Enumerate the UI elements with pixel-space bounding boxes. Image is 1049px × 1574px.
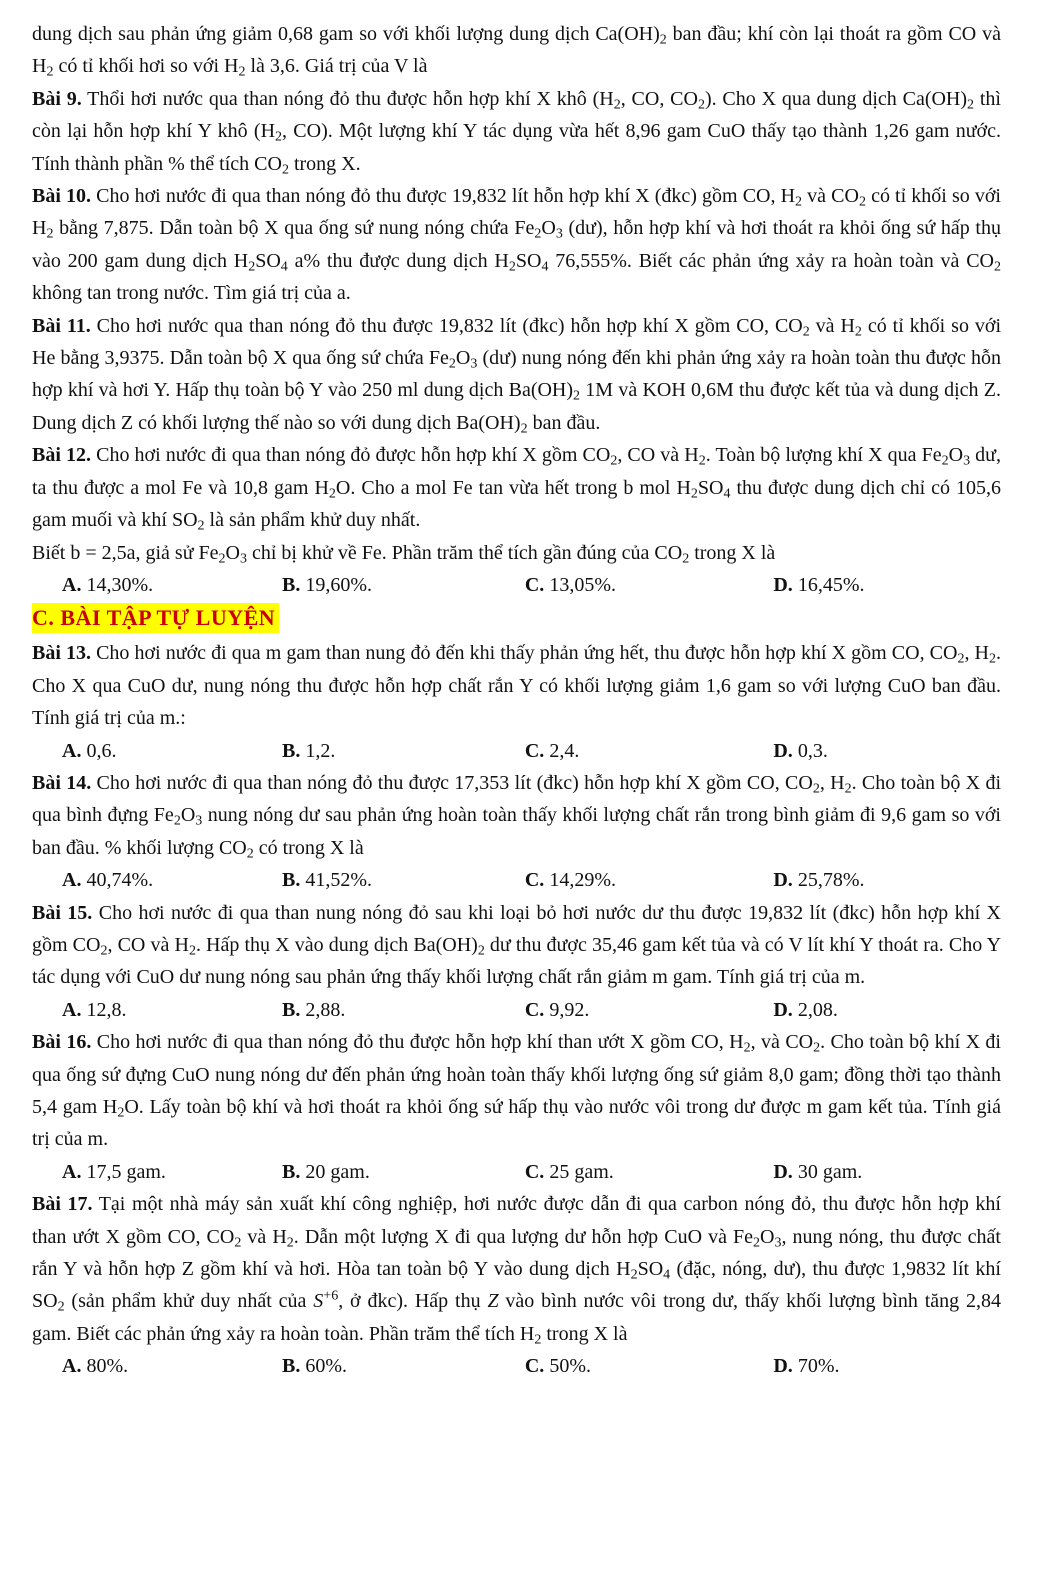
problem-10: Bài 10. Cho hơi nước đi qua than nóng đỏ thu được 19,832 lít hỗn hợp khí X (đkc) gồm CO, $H_2$ và $CO_2$ có tỉ khối so với $H_2$ bằng 7,875. Dẫn toàn bộ X qua ống sứ nung nóng chứa $Fe_2O_3$ (dư), hỗn hợp khí và hơi thoát ra khỏi ống sứ hấp thụ vào 200 gam dung dịch $H_2SO_4$ a% thu được dung dịch $H_2SO_4$ 76,555%. Biết các phản ứng xảy ra hoàn toàn và $CO_2$ không tan trong nước. Tìm giá trị của a. xyxy=(32,185,1002,305)
problem-label: Bài 11. xyxy=(32,314,91,337)
option-c: C. 50%. xyxy=(524,1355,591,1378)
problem-17: Bài 17. Tại một nhà máy sản xuất khí công nghiệp, hơi nước được dẫn đi qua carbon nóng đỏ, thu được hỗn hợp khí than ướt X gồm CO, $CO_2$ và $H_2$. Dẫn một lượng X đi qua lượng dư hỗn hợp CuO và $Fe_2O_3$, nung nóng, thu được chất rắn Y và hỗn hợp Z gồm khí và hơi. Hòa tan toàn bộ Y vào dung dịch $H_2SO_4$ (đặc, nóng, dư), thu được 1,9832 lít khí $SO_2$ (sản phẩm khử duy nhất của $S^{+6}$, ở đkc). Hấp thụ Z vào bình nước vôi trong dư, thấy khối lượng bình tăng 2,84 gam. Biết các phản ứng xảy ra hoàn toàn. Phần trăm thể tích $H_2$ trong X là xyxy=(32,1193,1002,1348)
option-d: D. 30 gam. xyxy=(773,1160,863,1183)
option-d: D. 25,78%. xyxy=(773,869,865,892)
problem-15-options xyxy=(32,994,1001,1026)
problem-9: Bài 9. Thổi hơi nước qua than nóng đỏ thu được hỗn hợp khí X khô ($H_2$, CO, $CO_2$). Cho X qua dung dịch $Ca(OH)_2$ thì còn lại hỗn hợp khí Y khô ($H_2$, CO). Một lượng khí Y tác dụng vừa hết 8,96 gam CuO thấy tạo thành 1,26 gam nước. Tính thành phần % thể tích $CO_2$ trong X. xyxy=(32,87,1001,178)
problem-label: Bài 10. xyxy=(32,185,92,208)
section-heading: C. BÀI TẬP TỰ LUYỆN xyxy=(32,603,279,633)
section-heading-wrap xyxy=(32,603,1001,633)
problem-13: Bài 13. Cho hơi nước đi qua m gam than nung đỏ đến khi thấy phản ứng hết, thu được hỗn hợp khí X gồm CO, $CO_2$, $H_2$. Cho X qua CuO dư, nung nóng thu được hỗn hợp chất rắn Y có khối lượng giảm 1,6 gam so với lượng CuO ban đầu. Tính giá trị của m.: xyxy=(32,642,1001,730)
option-b: B. 1,2. xyxy=(282,739,336,762)
option-a: A. 80%. xyxy=(62,1355,129,1378)
option-d: D. 16,45%. xyxy=(773,573,865,596)
option-a: A. 17,5 gam. xyxy=(62,1160,166,1183)
option-a: A. 40,74%. xyxy=(62,869,154,892)
option-c: C. 14,29%. xyxy=(524,869,616,892)
problem-8-continuation: dung dịch sau phản ứng giảm 0,68 gam so với khối lượng dung dịch $Ca(OH)_2$ ban đầu; khí còn lại thoát ra gồm CO và $H_2$ có tỉ khối hơi so với $H_2$ là 3,6. Giá trị của V là xyxy=(32,23,1001,80)
problem-label: Bài 16. xyxy=(32,1031,92,1054)
problem-15: Bài 15. Cho hơi nước đi qua than nung nóng đỏ sau khi loại bỏ hơi nước dư thu được 19,832 lít (đkc) hỗn hợp khí X gồm $CO_2$, CO và $H_2$. Hấp thụ X vào dung dịch $Ba(OH)_2$ dư thu được 35,46 gam kết tủa và có V lít khí Y thoát ra. Cho Y tác dụng với CuO dư nung nóng sau phản ứng thấy khối lượng chất rắn giảm m gam. Tính giá trị của m. xyxy=(32,901,1002,989)
option-a: A. 0,6. xyxy=(62,739,117,762)
option-d: D. 2,08. xyxy=(773,998,838,1021)
problem-label: Bài 12. xyxy=(32,444,91,467)
option-c: C. 2,4. xyxy=(524,739,580,762)
problem-11: Bài 11. Cho hơi nước qua than nóng đỏ thu được 19,832 lít (đkc) hỗn hợp khí X gồm CO, $CO_2$ và $H_2$ có tỉ khối so với He bằng 3,9375. Dẫn toàn bộ X qua ống sứ chứa $Fe_2O_3$ (dư) nung nóng đến khi phản ứng xảy ra hoàn toàn thu được hỗn hợp khí và hơi Y. Hấp thụ toàn bộ Y vào 250 ml dung dịch $Ba(OH)_2$ 1M và KOH 0,6M thu được kết tủa và dung dịch Z. Dung dịch Z có khối lượng thế nào so với dung dịch $Ba(OH)_2$ ban đầu. xyxy=(32,314,1001,437)
problem-12-question: Biết b = 2,5a, giả sử $Fe_2O_3$ chỉ bị khử về Fe. Phần trăm thể tích gần đúng của $CO_2$ trong X là xyxy=(32,541,776,566)
option-b: B. 41,52%. xyxy=(282,869,373,892)
problem-17-options xyxy=(32,1350,1001,1382)
problem-12-options xyxy=(32,569,1001,601)
problem-label: Bài 13. xyxy=(32,642,91,665)
option-d: D. 0,3. xyxy=(773,739,828,762)
problem-13-options xyxy=(32,735,1001,767)
problem-label: Bài 17. xyxy=(32,1193,93,1216)
problem-16-options xyxy=(32,1156,1001,1188)
problem-16: Bài 16. Cho hơi nước đi qua than nóng đỏ thu được hỗn hợp khí than ướt X gồm CO, $H_2$, và $CO_2$. Cho toàn bộ khí X đi qua ống sứ đựng CuO nung nóng dư đến phản ứng hoàn toàn thấy khối lượng ống sứ giảm 8,0 gam; đồng thời tạo thành 5,4 gam $H_2O$. Lấy toàn bộ khí và hơi thoát ra khỏi ống sứ hấp thụ vào nước vôi trong dư được m gam kết tủa. Tính giá trị của m. xyxy=(32,1031,1001,1151)
problem-label: Bài 14. xyxy=(32,771,92,794)
option-a: A. 14,30%. xyxy=(62,573,154,596)
problem-14: Bài 14. Cho hơi nước đi qua than nóng đỏ thu được 17,353 lít (đkc) hỗn hợp khí X gồm CO, $CO_2$, $H_2$. Cho toàn bộ X đi qua bình đựng $Fe_2O_3$ nung nóng dư sau phản ứng hoàn toàn thấy khối lượng chất rắn trong bình giảm đi 9,6 gam so với ban đầu. % khối lượng $CO_2$ có trong X là xyxy=(32,771,1001,862)
option-c: C. 9,92. xyxy=(524,998,590,1021)
option-b: B. 20 gam. xyxy=(282,1160,370,1183)
option-c: C. 25 gam. xyxy=(524,1160,614,1183)
problem-label: Bài 9. xyxy=(32,87,82,110)
option-b: B. 19,60%. xyxy=(282,573,373,596)
option-b: B. 2,88. xyxy=(282,998,346,1021)
problem-label: Bài 15. xyxy=(32,901,93,924)
option-d: D. 70%. xyxy=(773,1355,840,1378)
option-c: C. 13,05%. xyxy=(524,573,616,596)
problem-14-options xyxy=(32,864,1001,896)
option-a: A. 12,8. xyxy=(62,998,127,1021)
option-b: B. 60%. xyxy=(282,1355,348,1378)
problem-12: Bài 12. Cho hơi nước đi qua than nóng đỏ được hỗn hợp khí X gồm $CO_2$, CO và $H_2$. Toàn bộ lượng khí X qua $Fe_2O_3$ dư, ta thu được a mol Fe và 10,8 gam $H_2O$. Cho a mol Fe tan vừa hết trong b mol $H_2SO_4$ thu được dung dịch chỉ có 105,6 gam muối và khí $SO_2$ là sản phẩm khử duy nhất. xyxy=(32,444,1002,534)
